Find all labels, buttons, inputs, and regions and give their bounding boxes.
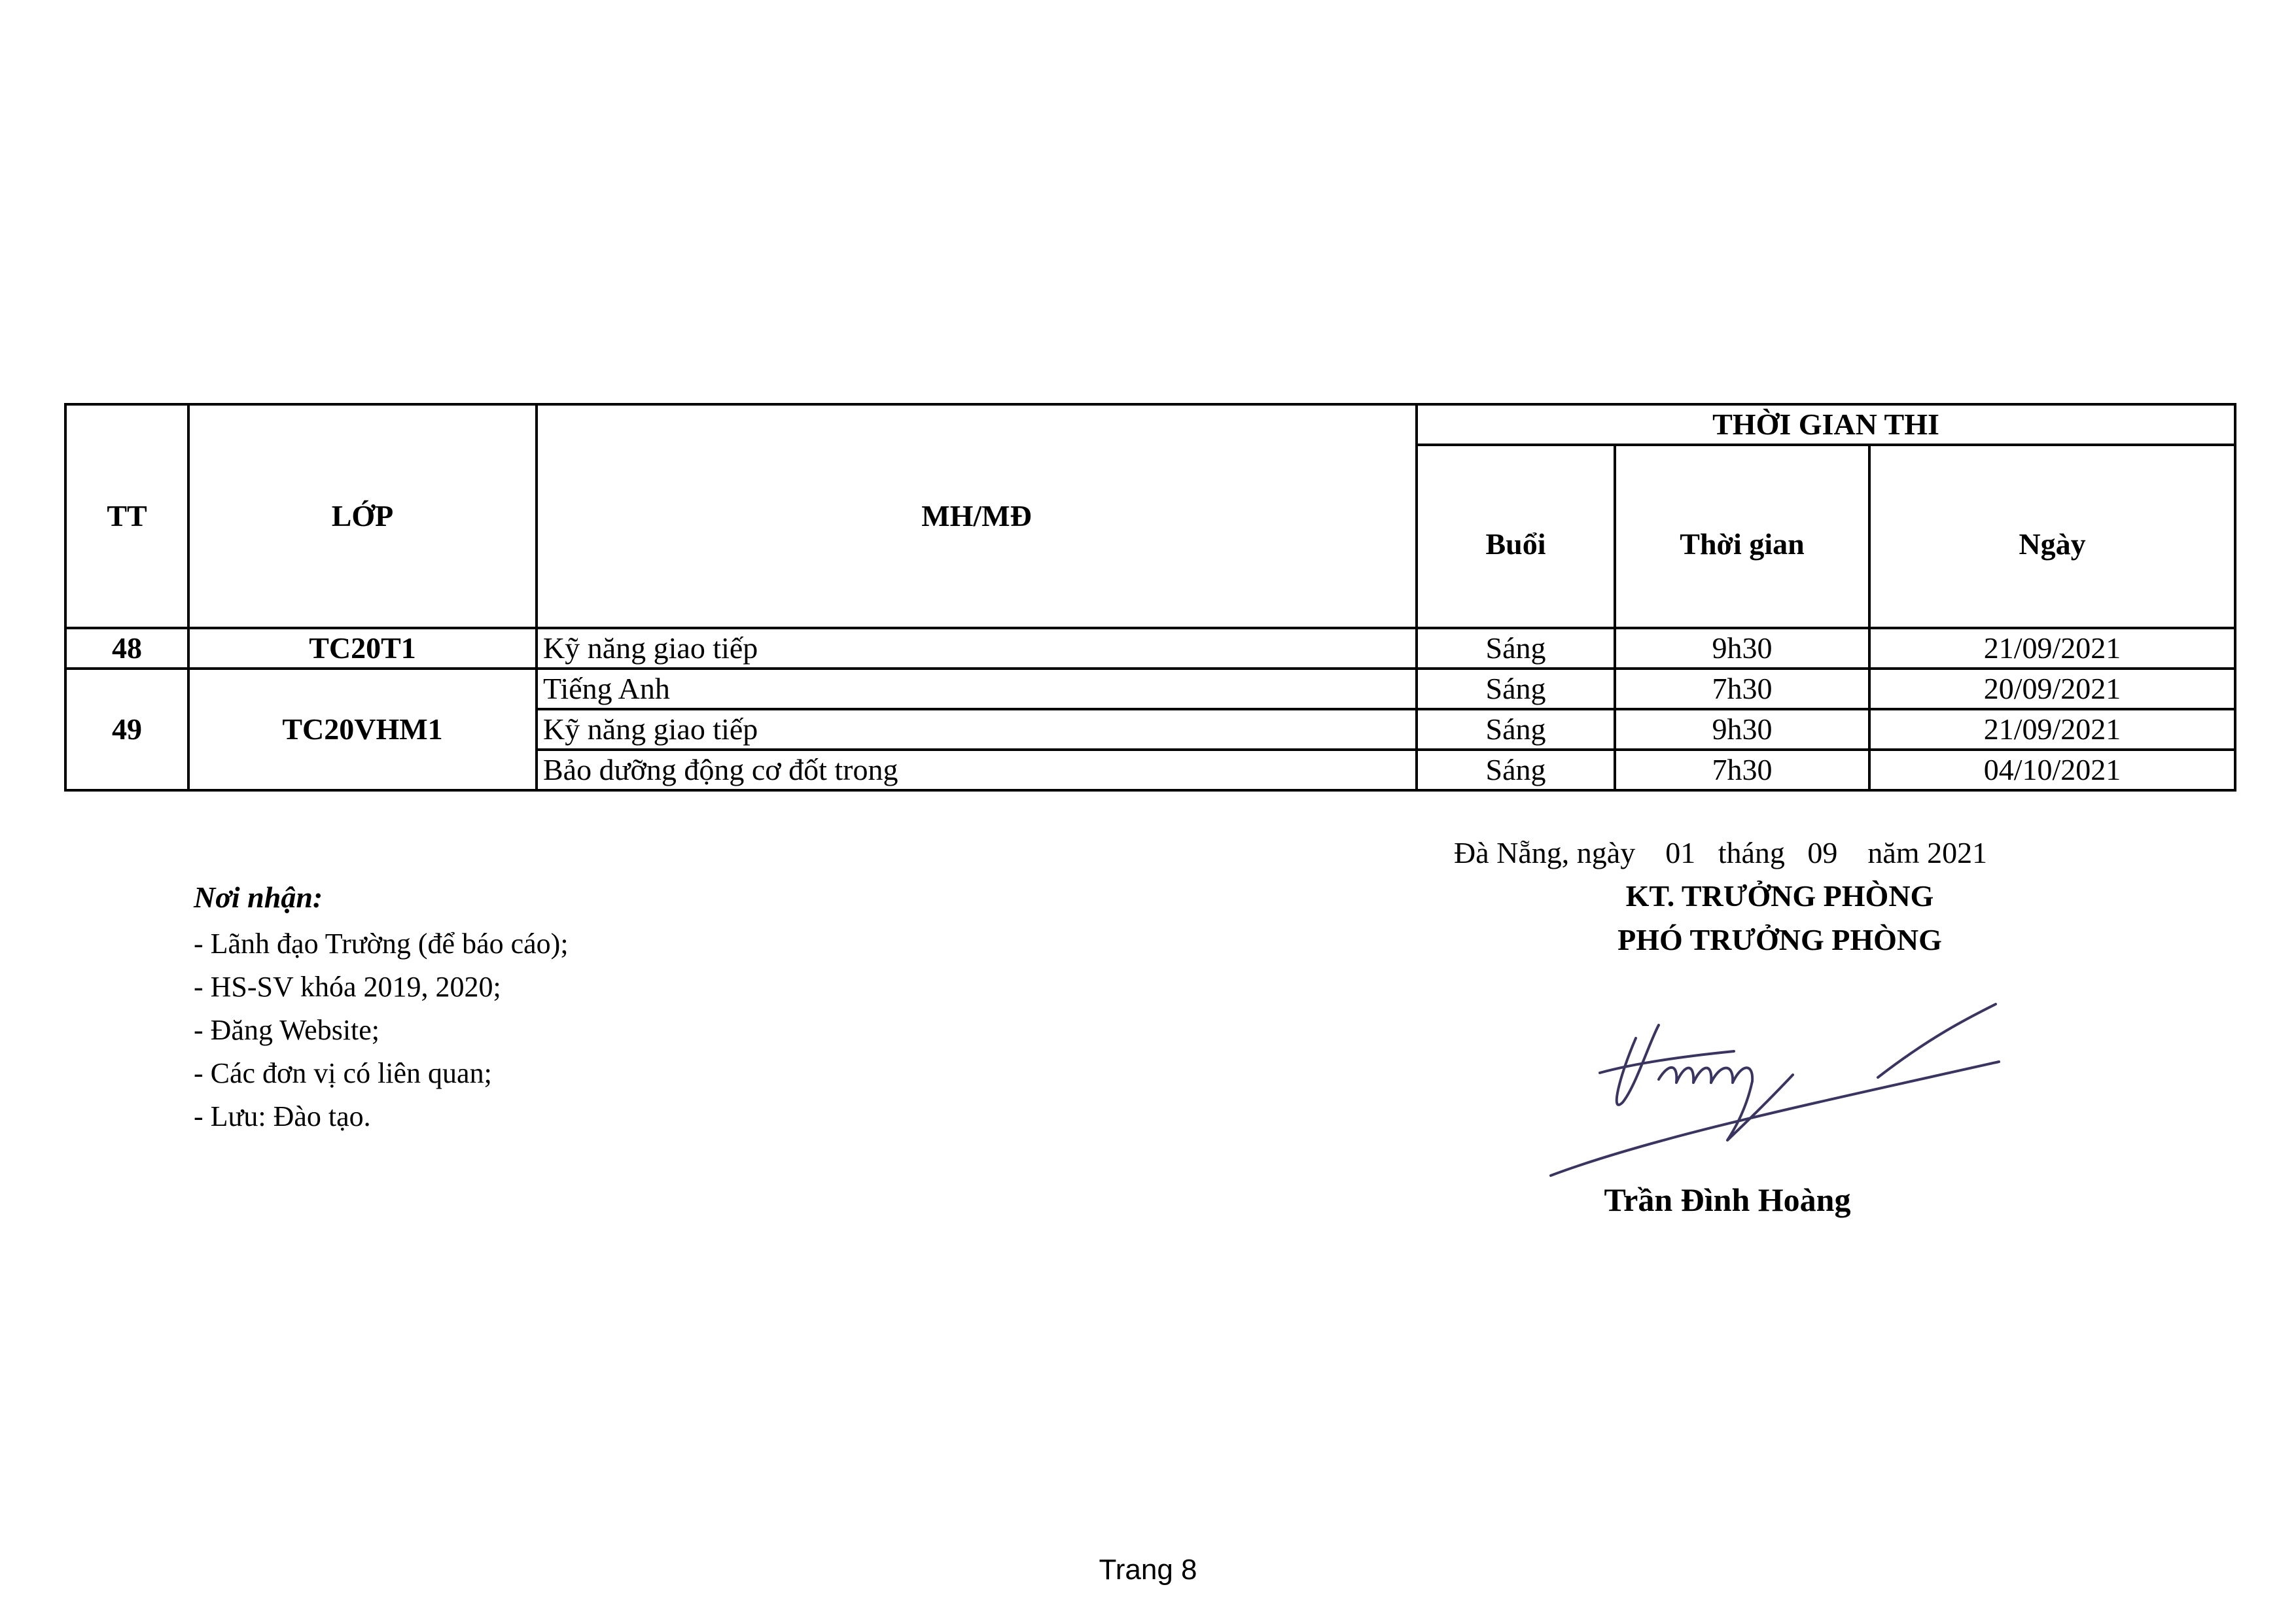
cell-mh: Tiếng Anh [537,669,1417,709]
header-exam-time-group: THỜI GIAN THI [1417,404,2235,445]
handwritten-signature [1538,965,2009,1187]
cell-ngay: 21/09/2021 [1869,709,2235,750]
list-item: - Lãnh đạo Trường (để báo cáo); [194,928,569,960]
header-lop: LỚP [188,404,537,628]
list-item: - HS-SV khóa 2019, 2020; [194,971,501,1003]
header-thoigian: Thời gian [1615,445,1869,628]
cell-mh: Kỹ năng giao tiếp [537,709,1417,750]
cell-buoi: Sáng [1417,669,1615,709]
cell-buoi: Sáng [1417,750,1615,790]
signer-title-deputy: PHÓ TRƯỞNG PHÒNG [1617,923,1942,956]
header-tt: TT [65,404,188,628]
list-item: - Các đơn vị có liên quan; [194,1057,492,1089]
cell-buoi: Sáng [1417,709,1615,750]
header-buoi: Buổi [1417,445,1615,628]
page-number: Trang 8 [1099,1554,1197,1586]
recipients-list [194,922,569,1138]
cell-tt: 48 [65,628,188,669]
signer-title-primary: KT. TRƯỞNG PHÒNG [1625,879,1934,913]
cell-thoigian: 7h30 [1615,669,1869,709]
table-row [65,669,2235,709]
list-item: - Lưu: Đào tạo. [194,1100,371,1132]
cell-lop: TC20VHM1 [188,669,537,790]
list-item: - Đăng Website; [194,1014,380,1046]
signer-name: Trần Đình Hoàng [1604,1181,1851,1218]
cell-ngay: 04/10/2021 [1869,750,2235,790]
place-date-line: Đà Nẵng, ngày 01 tháng 09 năm 2021 [1454,836,1988,869]
cell-mh: Kỹ năng giao tiếp [537,628,1417,669]
cell-thoigian: 9h30 [1615,628,1869,669]
cell-thoigian: 9h30 [1615,709,1869,750]
cell-ngay: 20/09/2021 [1869,669,2235,709]
cell-lop: TC20T1 [188,628,537,669]
cell-buoi: Sáng [1417,628,1615,669]
table-row [65,628,2235,669]
cell-tt: 49 [65,669,188,790]
cell-ngay: 21/09/2021 [1869,628,2235,669]
cell-mh: Bảo dưỡng động cơ đốt trong [537,750,1417,790]
exam-schedule-table [64,403,2236,792]
header-ngay: Ngày [1869,445,2235,628]
recipients-heading: Nơi nhận: [194,881,323,914]
cell-thoigian: 7h30 [1615,750,1869,790]
header-mh: MH/MĐ [537,404,1417,628]
